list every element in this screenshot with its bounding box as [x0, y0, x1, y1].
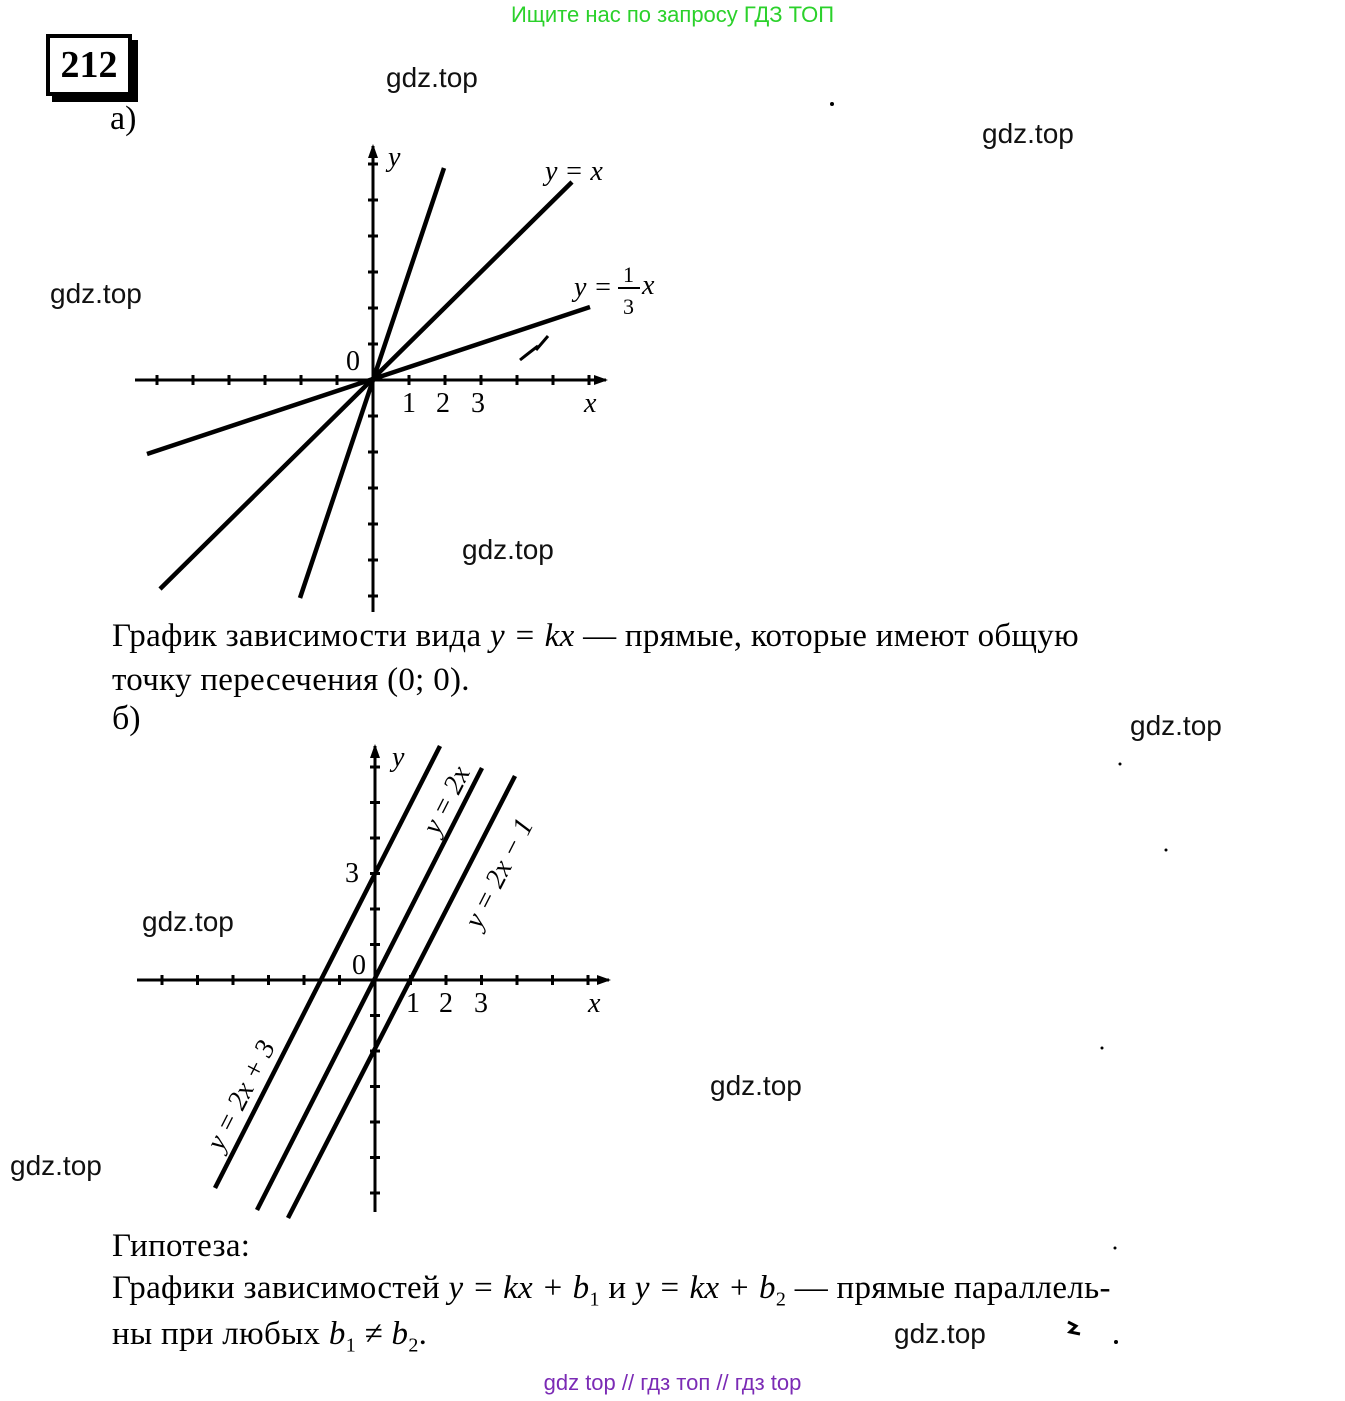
graph-b-label-2x: y = 2x: [416, 761, 477, 840]
hyp-b1-sub: 1: [345, 1334, 357, 1357]
watermark: gdz.top: [1130, 710, 1222, 741]
graph-a-y-label: y: [388, 142, 401, 173]
hyp-formula-2: y = kx + b: [634, 1270, 776, 1306]
graph-b-tick-label: 3: [474, 988, 488, 1019]
graph-b-origin: 0: [352, 950, 366, 981]
hyp-b2-sub: 2: [408, 1334, 419, 1357]
watermark: gdz.top: [10, 1150, 102, 1181]
graph-a-label-y-eq-x: y = x: [545, 156, 603, 187]
graph-b-label-2x-plus-3: y = 2x + 3: [200, 1035, 283, 1156]
graph-a-line-x: [160, 182, 572, 589]
hypothesis-line-2: [112, 1312, 427, 1368]
graph-a-label-third-den: 3: [623, 294, 634, 319]
graph-a-x-label: x: [584, 388, 597, 419]
watermark: gdz.top: [982, 118, 1074, 149]
graph-b-line-2x-plus-3: [215, 746, 440, 1188]
watermark: gdz.top: [894, 1318, 986, 1349]
graph-a-pencil-mark: [520, 336, 548, 360]
watermark: gdz.top: [386, 62, 478, 93]
graph-b-y-mark: 3: [345, 858, 359, 889]
part-b-label: б): [112, 700, 141, 737]
part-a-caption-line-1: [112, 614, 1079, 658]
hyp-text: Графики зависимостей: [112, 1270, 449, 1306]
hyp-text: ны при любых: [112, 1316, 329, 1352]
caption-formula: y = kx: [490, 618, 575, 654]
hyp-text: и: [599, 1270, 635, 1306]
hyp-formula-1: y = kx + b: [448, 1270, 590, 1306]
graph-a-tick-label: 2: [436, 388, 450, 419]
hyp-neq: ≠: [356, 1316, 392, 1352]
graph-b: [137, 742, 609, 1218]
graph-a-label-third-prefix: y =: [574, 272, 613, 303]
watermark: gdz.top: [50, 278, 142, 309]
caption-text: — прямые, которые имеют общую: [574, 618, 1079, 654]
problem-number: 212: [46, 34, 132, 96]
caption-text: График зависимости вида: [112, 618, 491, 654]
graph-b-tick-label: 2: [439, 988, 453, 1019]
bottom-banner[interactable]: gdz top // гдз топ // гдз top: [543, 1370, 802, 1395]
graph-b-label-2x-minus-1: y = 2x − 1: [458, 813, 541, 934]
graph-b-tick-label: 1: [406, 988, 420, 1019]
graph-b-y-label: y: [392, 742, 405, 773]
hypothesis-title: Гипотеза:: [112, 1228, 251, 1264]
hyp-text: — прямые параллель-: [786, 1270, 1111, 1306]
graph-a: [135, 142, 655, 612]
graph-b-x-label: x: [588, 988, 601, 1019]
watermark: gdz.top: [142, 906, 234, 937]
graph-a-label-third-suffix: x: [642, 270, 655, 301]
hyp-sub-2: 2: [775, 1288, 787, 1311]
hyp-text: .: [418, 1316, 428, 1352]
part-a-caption-line-2: точку пересечения (0; 0).: [112, 662, 470, 698]
hyp-sub-1: 1: [589, 1288, 600, 1311]
graph-a-label-third-num: 1: [623, 262, 634, 287]
graph-a-tick-label: 1: [402, 388, 416, 419]
graph-a-origin: 0: [346, 346, 360, 377]
hyp-b1: b: [328, 1316, 346, 1352]
graph-a-tick-label: 3: [471, 388, 485, 419]
scan-specks: [830, 102, 1168, 1344]
part-a-label: а): [110, 100, 137, 137]
hyp-b2: b: [391, 1316, 409, 1352]
watermark: gdz.top: [710, 1070, 802, 1101]
watermark: gdz.top: [462, 534, 554, 565]
top-banner: Ищите нас по запросу ГДЗ ТОП: [510, 2, 835, 27]
